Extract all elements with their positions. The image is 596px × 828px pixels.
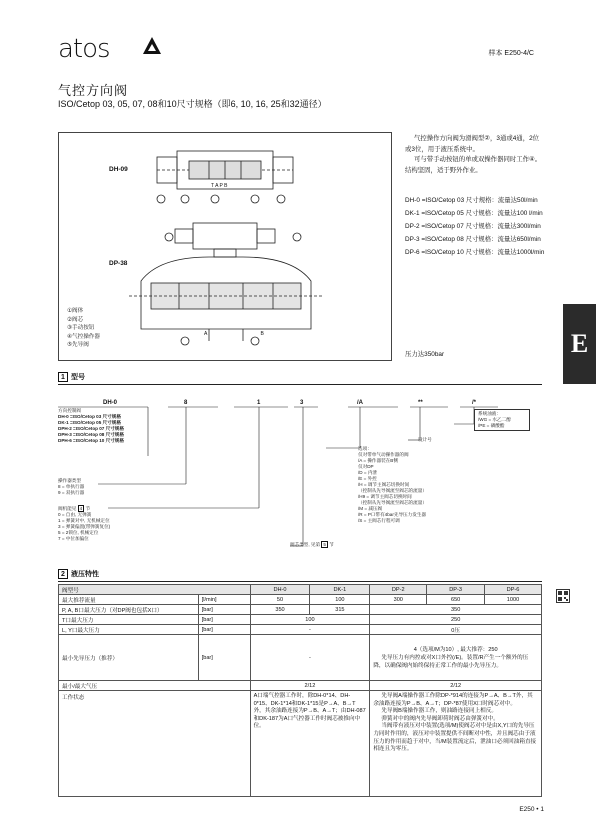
table-row: 最小先导压力（推荐） [bar] - 4（选项/M为10）, 最大推荐：250 先导压力有内控或对X口外控(/E)。装置/R产生一个额外的压降，以确保阀内始终保持正常工作的最小先导压力。	[59, 635, 542, 681]
table-row: 工作状态 A口端气控器工作时，除DH-0*14、DH-0*15、DK-1*14和DK-1*15是P→A、B→T外，其余油路连接为P→B、A→T；由DH-087和DK-187为A口气控器工作时阀芯被推向中位。 先导阀A端操作器工作除DP-*914的连接为P→A、B→T外，其余油路连接为P→B、A→T；DP-*87使用X口时阀芯对中。 先导阀B端操作器工作，则油路连接同上相反。 弹簧对中的阀内先导阀卸荷时阀芯由弹簧对中。 当阀带有液压对中装置(选项/M)使阀芯对中是由X,Y口的先导压力同时作用的，液压对中装置提供不间断对中性，并且阀芯由于液压力的作用而趋于对中，当/M装置流定后，泄油口必须回油箱直接相连且为零压。	[59, 691, 542, 797]
code-option: /A	[357, 400, 363, 406]
atos-logo: atos	[58, 34, 110, 64]
catalog-number: 样本 E250-4/C	[488, 50, 534, 57]
table-header-row: 阀型号 DH-0 DK-1 DP-2 DP-3 DP-6	[59, 585, 542, 595]
spec-list: DH-0 =ISO/Cetop 03 尺寸规格：流量达50l/min DK-1 =ISO/Cetop 05 尺寸规格：流量达100 l/min DP-2 =ISO/Cetop 07 尺寸规格：流量达300l/min DP-3 =ISO/Cetop 08 尺寸规格：流量达650l/min DP-6 =ISO/Cetop 10 尺寸规格：流量达1000l/min	[405, 197, 545, 256]
table-row: L, Y口最大压力 [bar] - 0压	[59, 625, 542, 635]
atos-triangle-logo-icon	[142, 36, 162, 58]
spool-note: 阀芯类型, 见第 5 节	[290, 542, 334, 547]
design-number: 设计号	[418, 437, 432, 442]
seal-options: 系统油液： /WG = 水乙二醇 /PE = 磷酸酯	[474, 409, 530, 431]
figure-label-dp: DP-38	[109, 260, 128, 267]
code-operator: 8	[184, 400, 188, 406]
figure-legend: ①阀体 ②阀芯 ③手动按钮 ④气控操作器 ⑤先导阀	[67, 308, 100, 348]
page-subtitle: ISO/Cetop 03, 05, 07, 08和10尺寸规格（即6, 10, 16, 25和32通径）	[58, 99, 327, 109]
code-spool: 3	[300, 400, 304, 406]
valve-section-figure	[58, 132, 392, 361]
table-row: 最大推荐流量 [l/min] 50 100 300 650 1000	[59, 595, 542, 605]
qr-code-icon	[556, 589, 570, 603]
code-design: **	[418, 400, 423, 406]
option-list: 选项： 仅对带单气动操作器的阀 /A = 操作器装在B侧 仅对DP /D = 内泄 /E = 外控 /H = 调节主阀芯切换时间 （控制从先导阀流至阀芯的流量） /H9 = 调节主阀芯切换时间 （控制从先导阀流至阀芯的流量） /M = 减压阀 /R = P口带有4bar先导压力发生器 /S = 主阀芯行程可调	[358, 446, 427, 523]
hydraulic-table	[58, 584, 542, 797]
code-leader-lines	[58, 406, 542, 556]
code-size: DH-0	[103, 400, 118, 406]
size-options: 方向控制阀 DH-0 =ISO/Cetop 03 尺寸规格 DK-1 =ISO/Cetop 05 尺寸规格 DPH-2 =ISO/Cetop 07 尺寸规格 DPH-3 =ISO/Cetop 08 尺寸规格 DPH-6 =ISO/Cetop 10 尺寸规格	[58, 408, 124, 443]
figure-label-dh: DH-09	[109, 166, 128, 173]
code-function: 1	[257, 400, 261, 406]
table-row: 最小/最大气压 2/12 2/12	[59, 681, 542, 691]
section-e-tab: E	[563, 304, 596, 384]
valve-drawing	[59, 133, 393, 362]
table-row: P, A, B口最大压力（对DP阀也包括X口） [bar] 350 315 350	[59, 605, 542, 615]
ports-bottom-label: A B	[204, 331, 290, 337]
intro-text: 气控操作方向阀为滑阀型②，3通或4通，2位或3位，用于液压系统中。 可与带手动按钮的单或双操作器同时工作④。结构坚固，适于野外作业。	[405, 135, 542, 174]
section1-header: 1 型号	[58, 372, 85, 382]
code-seal: /*	[472, 400, 477, 406]
ports-top-label: T A P B	[211, 183, 228, 189]
page-footer: E250 • 1	[519, 806, 544, 813]
operator-options: 操作器类型 8 = 单执行器 9 = 双执行器	[58, 478, 85, 495]
pressure-rating: 压力达350bar	[405, 351, 445, 358]
page-title: 气控方向阀	[58, 83, 129, 98]
section2-header: 2 液压特性	[58, 569, 99, 579]
function-options: 阀机能见 4 节 0 = 自由, 无弹簧 1 = 弹簧对中, 无机械定位 3 = 弹簧偏置(带弹簧复位) 5 = 2锁位, 机械定位 7 = 中位加偏位	[58, 506, 111, 541]
table-row: T口最大压力 [bar] 100 250	[59, 615, 542, 625]
